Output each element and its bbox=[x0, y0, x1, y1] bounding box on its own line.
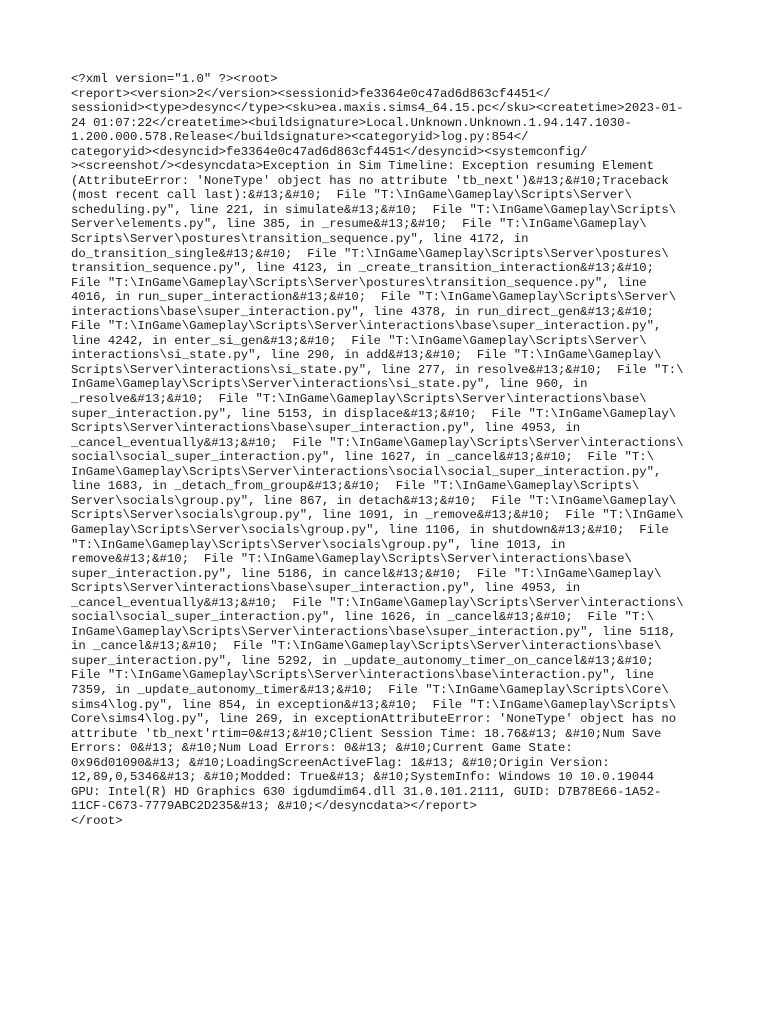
text-line: social\social_super_interaction.py", line 1626, in _cancel&#13;&#10; File "T:\ bbox=[71, 610, 654, 625]
text-line: 1.200.000.578.Release</buildsignature><categoryid>log.py:854</ bbox=[71, 130, 529, 145]
text-line: social\social_super_interaction.py", line 1627, in _cancel&#13;&#10; File "T:\ bbox=[71, 450, 654, 465]
text-line: 11CF-C673-7779ABC2D235&#13; &#10;</desyncdata></report> bbox=[71, 799, 477, 814]
text-line: File "T:\InGame\Gameplay\Scripts\Server\interactions\base\interaction.py", line bbox=[71, 668, 654, 683]
text-line: (AttributeError: 'NoneType' object has no attribute 'tb_next')&#13;&#10;Traceback bbox=[71, 173, 669, 188]
text-line: 4016, in run_super_interaction&#13;&#10; File "T:\InGame\Gameplay\Scripts\Server\ bbox=[71, 290, 677, 305]
text-line: attribute 'tb_next'rtim=0&#13;&#10;Client Session Time: 18.76&#13; &#10;Num Save bbox=[71, 726, 662, 741]
text-line: Gameplay\Scripts\Server\socials\group.py", line 1106, in shutdown&#13;&#10; File bbox=[71, 522, 669, 537]
text-line: sims4\log.py", line 854, in exception&#13;&#10; File "T:\InGame\Gameplay\Scripts\ bbox=[71, 697, 677, 712]
text-line: (most recent call last):&#13;&#10; File "T:\InGame\Gameplay\Scripts\Server\ bbox=[71, 188, 632, 203]
text-line: in _cancel&#13;&#10; File "T:\InGame\Gameplay\Scripts\Server\interactions\base\ bbox=[71, 639, 662, 654]
text-line: interactions\si_state.py", line 290, in add&#13;&#10; File "T:\InGame\Gameplay\ bbox=[71, 348, 662, 363]
text-line: </root> bbox=[71, 813, 123, 828]
text-line: Server\elements.py", line 385, in _resume&#13;&#10; File "T:\InGame\Gameplay\ bbox=[71, 217, 647, 232]
text-line: super_interaction.py", line 5292, in _update_autonomy_timer_on_cancel&#13;&#10; bbox=[71, 653, 654, 668]
text-line: sessionid><type>desync</type><sku>ea.maxis.sims4_64.15.pc</sku><createtime>2023-01- bbox=[71, 101, 684, 116]
text-line: Errors: 0&#13; &#10;Num Load Errors: 0&#13; &#10;Current Game State: bbox=[71, 741, 573, 756]
text-line: File "T:\InGame\Gameplay\Scripts\Server\interactions\base\super_interaction.py", bbox=[71, 319, 662, 334]
text-line: InGame\Gameplay\Scripts\Server\interactions\social\social_super_interaction.py", bbox=[71, 464, 662, 479]
text-line: Scripts\Server\socials\group.py", line 1091, in _remove&#13;&#10; File "T:\InGame\ bbox=[71, 508, 684, 523]
text-line: categoryid><desyncid>fe3364e0c47ad6d863cf4451</desyncid><systemconfig/ bbox=[71, 144, 588, 159]
text-line: scheduling.py", line 221, in simulate&#13;&#10; File "T:\InGame\Gameplay\Scripts\ bbox=[71, 202, 677, 217]
text-line: interactions\base\super_interaction.py", line 4378, in run_direct_gen&#13;&#10; bbox=[71, 304, 654, 319]
text-line: ><screenshot/><desyncdata>Exception in Sim Timeline: Exception resuming Element bbox=[71, 159, 654, 174]
text-line: remove&#13;&#10; File "T:\InGame\Gameplay\Scripts\Server\interactions\base\ bbox=[71, 552, 632, 567]
text-line: <?xml version="1.0" ?><root> bbox=[71, 72, 278, 86]
text-line: 0x96d01090&#13; &#10;LoadingScreenActiveFlag: 1&#13; &#10;Origin Version: bbox=[71, 755, 610, 770]
text-line: transition_sequence.py", line 4123, in _create_transition_interaction&#13;&#10; bbox=[71, 261, 654, 276]
text-line: "T:\InGame\Gameplay\Scripts\Server\socials\group.py", line 1013, in bbox=[71, 537, 566, 552]
text-line: _resolve&#13;&#10; File "T:\InGame\Gameplay\Scripts\Server\interactions\base\ bbox=[71, 392, 647, 407]
text-line: 7359, in _update_autonomy_timer&#13;&#10; File "T:\InGame\Gameplay\Scripts\Core\ bbox=[71, 682, 669, 697]
text-line: Scripts\Server\interactions\base\super_interaction.py", line 4953, in bbox=[71, 421, 581, 436]
text-line: _cancel_eventually&#13;&#10; File "T:\InGame\Gameplay\Scripts\Server\interactions\ bbox=[71, 435, 684, 450]
text-line: Core\sims4\log.py", line 269, in exceptionAttributeError: 'NoneType' object has no bbox=[71, 712, 677, 727]
text-line: 12,89,0,5346&#13; &#10;Modded: True&#13; &#10;SystemInfo: Windows 10 10.0.19044 bbox=[71, 770, 654, 785]
text-line: GPU: Intel(R) HD Graphics 630 igdumdim64.dll 31.0.101.2111, GUID: D7B78E66-1A52- bbox=[71, 784, 662, 799]
text-line: super_interaction.py", line 5153, in displace&#13;&#10; File "T:\InGame\Gameplay\ bbox=[71, 406, 677, 421]
text-line: 24 01:07:22</createtime><buildsignature>Local.Unknown.Unknown.1.94.147.1030- bbox=[71, 115, 632, 130]
xml-report-text bbox=[71, 72, 699, 828]
text-line: line 4242, in enter_si_gen&#13;&#10; File "T:\InGame\Gameplay\Scripts\Server\ bbox=[71, 333, 647, 348]
text-line: _cancel_eventually&#13;&#10; File "T:\InGame\Gameplay\Scripts\Server\interactions\ bbox=[71, 595, 684, 610]
text-line: Scripts\Server\interactions\base\super_interaction.py", line 4953, in bbox=[71, 581, 581, 596]
text-line: line 1683, in _detach_from_group&#13;&#10; File "T:\InGame\Gameplay\Scripts\ bbox=[71, 479, 640, 494]
text-line: Scripts\Server\interactions\si_state.py", line 277, in resolve&#13;&#10; File "T:\ bbox=[71, 362, 684, 377]
text-line: File "T:\InGame\Gameplay\Scripts\Server\postures\transition_sequence.py", line bbox=[71, 275, 647, 290]
text-line: Scripts\Server\postures\transition_sequence.py", line 4172, in bbox=[71, 232, 529, 247]
text-line: do_transition_single&#13;&#10; File "T:\InGame\Gameplay\Scripts\Server\postures\ bbox=[71, 246, 669, 261]
text-line: InGame\Gameplay\Scripts\Server\interactions\base\super_interaction.py", line 5118, bbox=[71, 624, 677, 639]
text-line: super_interaction.py", line 5186, in cancel&#13;&#10; File "T:\InGame\Gameplay\ bbox=[71, 566, 662, 581]
text-line: Server\socials\group.py", line 867, in detach&#13;&#10; File "T:\InGame\Gameplay\ bbox=[71, 493, 677, 508]
text-line: InGame\Gameplay\Scripts\Server\interactions\si_state.py", line 960, in bbox=[71, 377, 588, 392]
text-line: <report><version>2</version><sessionid>fe3364e0c47ad6d863cf4451</ bbox=[71, 86, 551, 101]
